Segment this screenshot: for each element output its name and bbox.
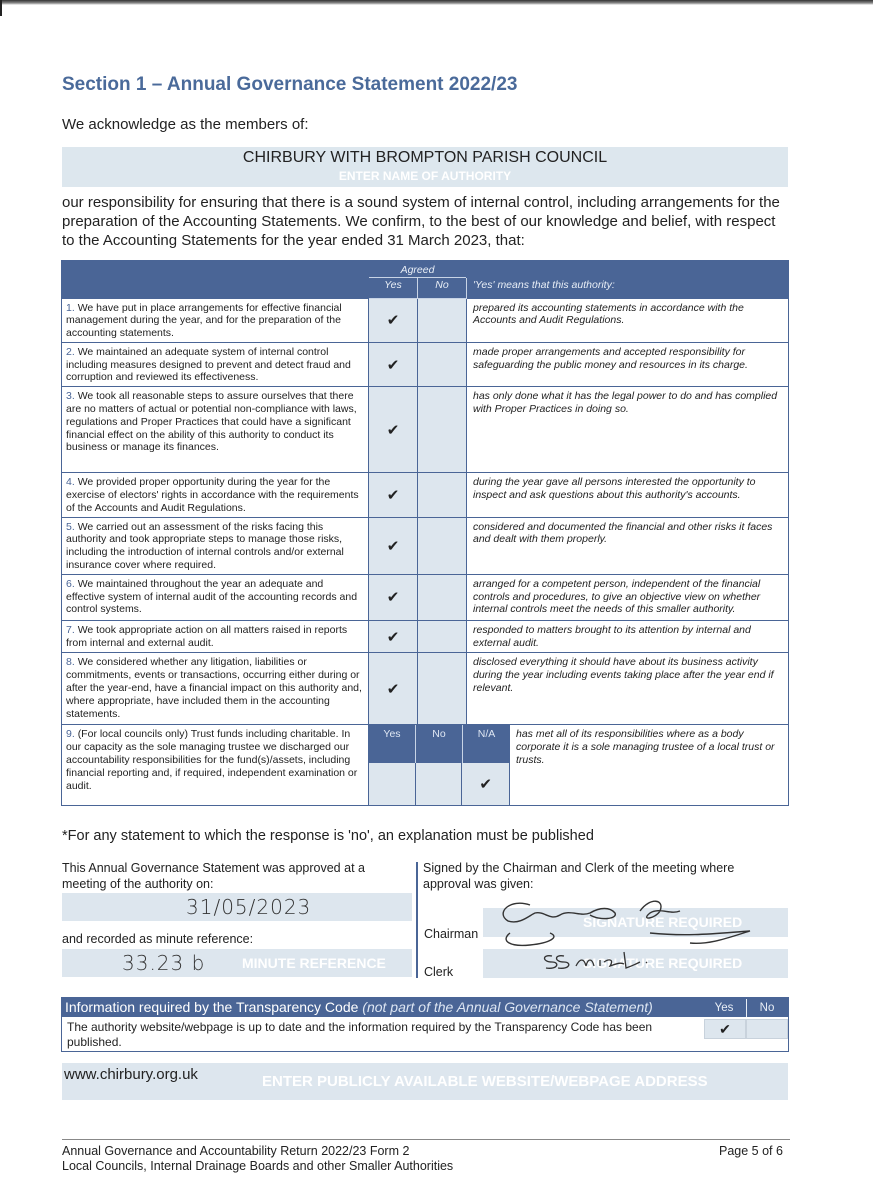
statement-text: We provided proper opportunity during the year for the exercise of electors' rights in accordance with the requirements of the Accounts and Audit Regulations. xyxy=(66,476,359,514)
check-icon: ✔ xyxy=(386,537,400,555)
statement-cell xyxy=(62,574,369,620)
check-icon: ✔ xyxy=(386,421,400,439)
yes-checkbox[interactable] xyxy=(369,653,418,725)
statement-cell xyxy=(62,298,369,342)
scan-edge xyxy=(0,0,873,5)
no-checkbox[interactable] xyxy=(418,342,467,386)
statement-cell xyxy=(62,387,369,473)
check-icon: ✔ xyxy=(386,628,400,646)
yes-checkbox[interactable] xyxy=(369,620,418,653)
yes-checkbox[interactable] xyxy=(369,517,418,574)
statement-text: We took all reasonable steps to assure ourselves that there are no matters of actual or potential non-compliance with laws, regulations and Proper Practices that could have a significant financial effect on the ability of this authority to conduct its business or manage its finances. xyxy=(66,390,357,454)
clerk-placeholder: SIGNATURE REQUIRED xyxy=(583,955,743,971)
footnote: *For any statement to which the response is 'no', an explanation must be published xyxy=(62,828,594,844)
trust-no-header: No xyxy=(416,725,463,763)
minute-reference-value: 33.23 b xyxy=(122,951,206,975)
check-icon: ✔ xyxy=(386,312,400,330)
table-header-row-1 xyxy=(62,261,789,278)
transparency-yes-label: Yes xyxy=(714,1002,734,1014)
yes-header: Yes xyxy=(369,278,418,299)
page-number: Page 5 of 6 xyxy=(719,1144,783,1158)
chairman-label: Chairman xyxy=(424,927,479,941)
yes-checkbox[interactable] xyxy=(369,298,418,342)
yes-checkbox[interactable] xyxy=(369,473,418,517)
trust-yes-checkbox[interactable] xyxy=(369,763,416,805)
footer-text xyxy=(62,1144,453,1174)
statement-number: 2. xyxy=(66,345,75,358)
statement-text: We considered whether any litigation, liabilities or commitments, events or transactions, occurring either during or after the year-end, have a financial impact on this authority and, where appropriate, have included them in the accounting statements. xyxy=(66,656,362,720)
yes-checkbox[interactable] xyxy=(369,574,418,620)
statement-text: We took appropriate action on all matters raised in reports from internal and external audit. xyxy=(66,623,348,649)
statement-number: 4. xyxy=(66,476,75,489)
authority-placeholder: ENTER NAME OF AUTHORITY xyxy=(338,169,512,183)
description-cell: disclosed everything it should have about its business activity during the year including events taking place after the year end if relevant. xyxy=(467,653,789,725)
statement-text: We carried out an assessment of the risks facing this authority and took appropriate steps to manage those risks, including the introduction of internal controls and/or external insurance cover where required. xyxy=(66,520,344,572)
no-header: No xyxy=(418,278,467,299)
description-cell: prepared its accounting statements in accordance with the Accounts and Audit Regulations. xyxy=(467,298,789,342)
minute-placeholder: MINUTE REFERENCE xyxy=(242,955,386,971)
header-spacer xyxy=(62,278,369,299)
statement-number: 9. xyxy=(66,728,75,741)
website-value: www.chirbury.org.uk xyxy=(64,1066,198,1083)
check-icon: ✔ xyxy=(386,486,400,504)
table-row xyxy=(62,473,789,517)
transparency-heading-note: (not part of the Annual Governance Statement) xyxy=(362,999,653,1015)
chairman-signature xyxy=(490,893,790,953)
minute-label: and recorded as minute reference: xyxy=(62,932,254,946)
divider xyxy=(416,862,418,978)
no-checkbox[interactable] xyxy=(418,473,467,517)
agreed-header: Agreed xyxy=(369,261,467,278)
table-row xyxy=(62,574,789,620)
check-icon: ✔ xyxy=(386,589,400,607)
authority-name-field[interactable] xyxy=(62,147,788,187)
transparency-no-label: No xyxy=(746,999,787,1017)
governance-table xyxy=(61,260,789,806)
footer-divider xyxy=(62,1139,790,1140)
signatures-text: Signed by the Chairman and Clerk of the meeting where approval was given: xyxy=(423,861,735,891)
statement-number: 1. xyxy=(66,301,75,314)
table-row xyxy=(62,387,789,473)
statement-cell xyxy=(62,653,369,725)
approval-date-field[interactable] xyxy=(62,893,412,921)
statement-cell xyxy=(62,473,369,517)
trust-description: has met all of its responsibilities where as a body corporate it is a sole managing trustee of a local trust or trusts. xyxy=(516,728,775,767)
trust-na-header: N/A xyxy=(463,725,510,763)
table-row xyxy=(62,298,789,342)
check-icon: ✔ xyxy=(719,1021,731,1037)
means-header: 'Yes' means that this authority: xyxy=(467,278,789,299)
header-spacer-right xyxy=(467,261,789,278)
statement-text: (For local councils only) Trust funds including charitable. In our capacity as the sole managing trustee we discharged our accountability responsibilities for the fund(s)/assets, including financial reporting and, if required, independent examination or audit. xyxy=(66,728,358,792)
transparency-heading xyxy=(61,997,789,1017)
statement-cell xyxy=(62,342,369,386)
table-row xyxy=(62,653,789,725)
trust-yes-header: Yes xyxy=(369,725,416,763)
transparency-yes-checkbox[interactable] xyxy=(704,1019,746,1039)
clerk-signature xyxy=(540,948,670,978)
intro-text: our responsibility for ensuring that there is a sound system of internal control, including arrangements for the preparation of the Accounting Statements. We confirm, to the best of our knowledge and belief, with respect to the Accounting Statements for the year ended 31 March 2023, that: xyxy=(62,194,780,249)
no-checkbox[interactable] xyxy=(418,387,467,473)
table-row xyxy=(62,725,789,806)
transparency-heading-text: Information required by the Transparency Code xyxy=(65,999,359,1015)
footer-line-2: Local Councils, Internal Drainage Boards and other Smaller Authorities xyxy=(62,1159,454,1173)
check-icon: ✔ xyxy=(479,776,492,794)
description-cell: has only done what it has the legal power to do and has complied with Proper Practices in doing so. xyxy=(467,387,789,473)
table-row xyxy=(62,620,789,653)
no-checkbox[interactable] xyxy=(418,620,467,653)
footer-line-1: Annual Governance and Accountability Return 2022/23 Form 2 xyxy=(62,1144,410,1158)
trust-answer-cell xyxy=(369,725,789,806)
no-checkbox[interactable] xyxy=(418,517,467,574)
header-spacer xyxy=(62,261,369,278)
trust-no-checkbox[interactable] xyxy=(416,763,463,805)
transparency-no-checkbox[interactable] xyxy=(746,1019,788,1039)
authority-value: CHIRBURY WITH BROMPTON PARISH COUNCIL xyxy=(242,149,608,166)
acknowledge-text: We acknowledge as the members of: xyxy=(62,116,309,133)
no-checkbox[interactable] xyxy=(418,298,467,342)
statement-text: We have put in place arrangements for effective financial management during the year, and for the preparation of the accounting statements. xyxy=(66,301,342,340)
website-field[interactable] xyxy=(62,1063,788,1100)
chairman-placeholder: SIGNATURE REQUIRED xyxy=(583,914,743,930)
trust-na-checkbox[interactable] xyxy=(462,763,510,805)
transparency-section xyxy=(61,997,789,1052)
statement-cell xyxy=(62,517,369,574)
statement-number: 7. xyxy=(66,623,75,636)
statement-number: 8. xyxy=(66,656,75,669)
description-cell: during the year gave all persons interested the opportunity to inspect and ask questions about this authority's accounts. xyxy=(467,473,789,517)
table-row xyxy=(62,517,789,574)
statement-number: 5. xyxy=(66,520,75,533)
table-header-row-2 xyxy=(62,278,789,299)
clerk-label: Clerk xyxy=(424,965,454,979)
scan-edge-left xyxy=(0,0,2,16)
page-title: Section 1 – Annual Governance Statement 2022/23 xyxy=(62,74,518,95)
statement-text: We maintained an adequate system of internal control including measures designed to prevent and detect fraud and corruption and reviewed its effectiveness. xyxy=(66,345,351,384)
approval-text: This Annual Governance Statement was approved at a meeting of the authority on: xyxy=(62,861,365,891)
statement-cell xyxy=(62,620,369,653)
table-row xyxy=(62,342,789,386)
transparency-text: The authority website/webpage is up to date and the information required by the Transparency Code has been published. xyxy=(67,1020,653,1049)
minute-reference-field[interactable] xyxy=(62,949,412,977)
statement-cell xyxy=(62,725,369,806)
statement-text: We maintained throughout the year an adequate and effective system of internal audit of the accounting records and control systems. xyxy=(66,577,358,616)
no-checkbox[interactable] xyxy=(418,574,467,620)
description-cell: made proper arrangements and accepted responsibility for safeguarding the public money and resources in its charge. xyxy=(467,342,789,386)
check-icon: ✔ xyxy=(386,356,400,374)
statement-number: 3. xyxy=(66,390,75,403)
website-placeholder: ENTER PUBLICLY AVAILABLE WEBSITE/WEBPAGE ADDRESS xyxy=(262,1073,708,1090)
check-icon: ✔ xyxy=(386,680,400,698)
description-cell: arranged for a competent person, independent of the financial controls and procedures, to give an objective view on whether internal controls meet the needs of this smaller authority. xyxy=(467,574,789,620)
statement-number: 6. xyxy=(66,577,75,590)
yes-checkbox[interactable] xyxy=(369,342,418,386)
yes-checkbox[interactable] xyxy=(369,387,418,473)
description-cell: considered and documented the financial and other risks it faces and dealt with them properly. xyxy=(467,517,789,574)
approval-date-value: 31/05/2023 xyxy=(186,895,312,919)
description-cell: responded to matters brought to its attention by internal and external audit. xyxy=(467,620,789,653)
no-checkbox[interactable] xyxy=(418,653,467,725)
